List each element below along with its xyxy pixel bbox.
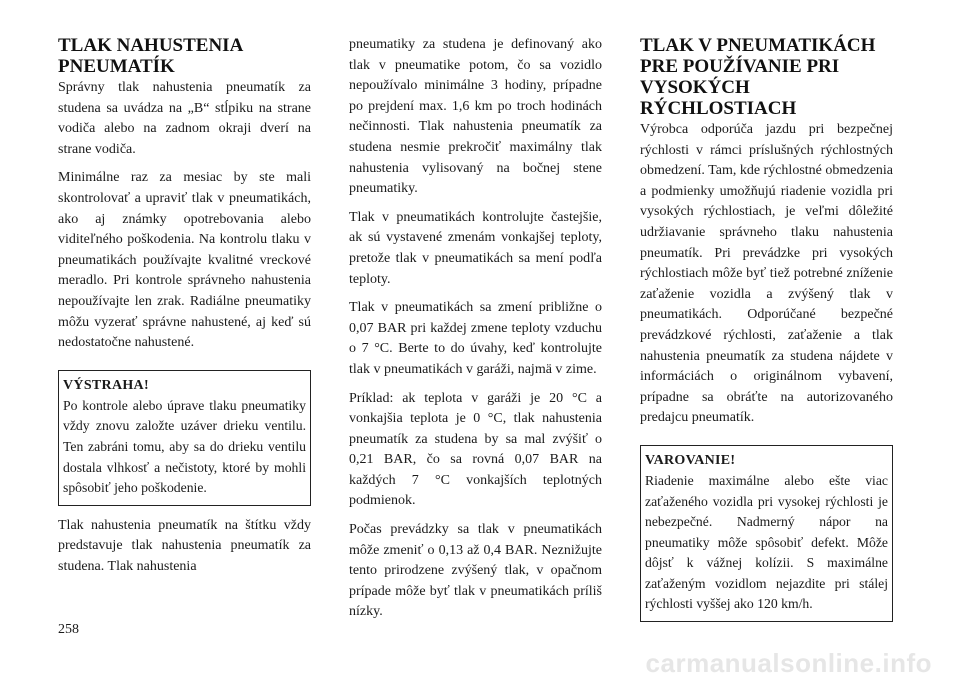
paragraph: Počas prevádzky sa tlak v pneumatikách môže zmeniť o 0,13 až 0,4 BAR. Neznižujte tento prirodzene zvýšený tlak, v opačnom prípade môže byť tlak v pneumatikách príliš nízky. [349,522,602,620]
paragraph: Správny tlak nahustenia pneumatík za studena sa uvádza na „B“ stĺpiku na strane vodiča alebo na zadnom okraji dverí na strane vodiča. [58,80,311,157]
paragraph: Výrobca odporúča jazdu pri bezpečnej rýchlosti v rámci príslušných rýchlostných obmedzení. Tam, kde rýchlostné obmedzenia a podmienky umožňujú riadenie vozidla pri vysokých rýchlostiach, je veľmi dôležité udržiavanie správneho tlaku nahustenia pneumatík. Pri prevádzke pri vysokých rýchlostiach môže byť tiež potrebné zníženie zaťaženie vozidla a zvýšený tlak v pneumatikách. Odporúčané bezpečné prevádzkové rýchlosti, zaťaženie a tlak nahustenia pneumatík za studena nájdete v informáciách o originálnom vybavení, prípadne sa obráťte na autorizovaného predajcu pneumatík. [640,122,894,426]
column-middle [349,35,602,631]
paragraph: Minimálne raz za mesiac by ste mali skontrolovať a upraviť tlak v pneumatikách, ako aj známky opotrebovania alebo viditeľného poškodenia. Na kontrolu tlaku v pneumatikách používajte kvalitné vreckové meradlo. Pri kontrole správneho nahustenia nepoužívajte len zrak. Radiálne pneumatiky môžu vyzerať správne nahustené, aj keď sú nedostatočne nahustené. [58,170,311,351]
paragraph: Tlak nahustenia pneumatík na štítku vždy predstavuje tlak nahustenia pneumatík za studena. Tlak nahustenia [58,517,311,574]
column-left [58,35,311,585]
paragraph: Príklad: ak teplota v garáži je 20 °C a vonkajšia teplota je 0 °C, tlak nahustenia pneumatík za studena by sa mal zvýšiť o 0,21 BAR, čo sa rovná 0,07 BAR na každých 7 °C vonkajších teplotných podmienok. [349,390,602,509]
paragraph: Tlak v pneumatikách sa zmení približne o 0,07 BAR pri každej zmene teploty vzduchu o 7 °C. Berte to do úvahy, keď kontrolujte tlak v pneumatikách v garáži, najmä v zime. [349,300,602,377]
section-heading-high-speed: TLAK V PNEUMATIKÁCH PRE POUŽÍVANIE PRI VYSOKÝCH RÝCHLOSTIACH [640,35,876,119]
warning-text: Po kontrole alebo úprave tlaku pneumatiky vždy znovu založte uzáver drieku ventilu. Ten zabráni tomu, aby sa do drieku ventilu dostala vlhkosť a nečistoty, ktoré by mohli spôsobiť jeho poškodenie. [63,397,306,496]
watermark: carmanualsonline.info [645,648,932,678]
paragraph: pneumatiky za studena je definovaný ako tlak v pneumatike potom, čo sa vozidlo nepoužívalo minimálne 3 hodiny, prípadne po prejdení max. 1,6 km po troch hodinách nečinnosti. Tlak nahustenia pneumatík za studena nesmie prekročiť maximálny tlak nahustenia vylisovaný na bočnej stene pneumatiky. [349,37,602,197]
caution-text: Riadenie maximálne alebo ešte viac zaťaženého vozidla pri vysokej rýchlosti je nebezpečné. Nadmerný nápor na pneumatiky môže spôsobiť defekt. Môže dôjsť k vážnej kolízii. S maximálne zaťaženým vozidlom nejazdite pri stálej rýchlosti vyššej ako 120 km/h. [645,472,888,612]
paragraph: Tlak v pneumatikách kontrolujte častejšie, ak sú vystavené zmenám vonkajšej teploty, pretože tlak v pneumatikách sa mení podľa teploty. [349,209,602,287]
section-heading-tire-pressure: TLAK NAHUSTENIA PNEUMATÍK [58,35,243,77]
caution-box [640,445,893,622]
warning-title: VÝSTRAHA! [63,377,149,393]
column-right [640,35,893,632]
page-number: 258 [58,622,79,637]
caution-title: VAROVANIE! [645,452,736,468]
warning-box [58,370,311,506]
